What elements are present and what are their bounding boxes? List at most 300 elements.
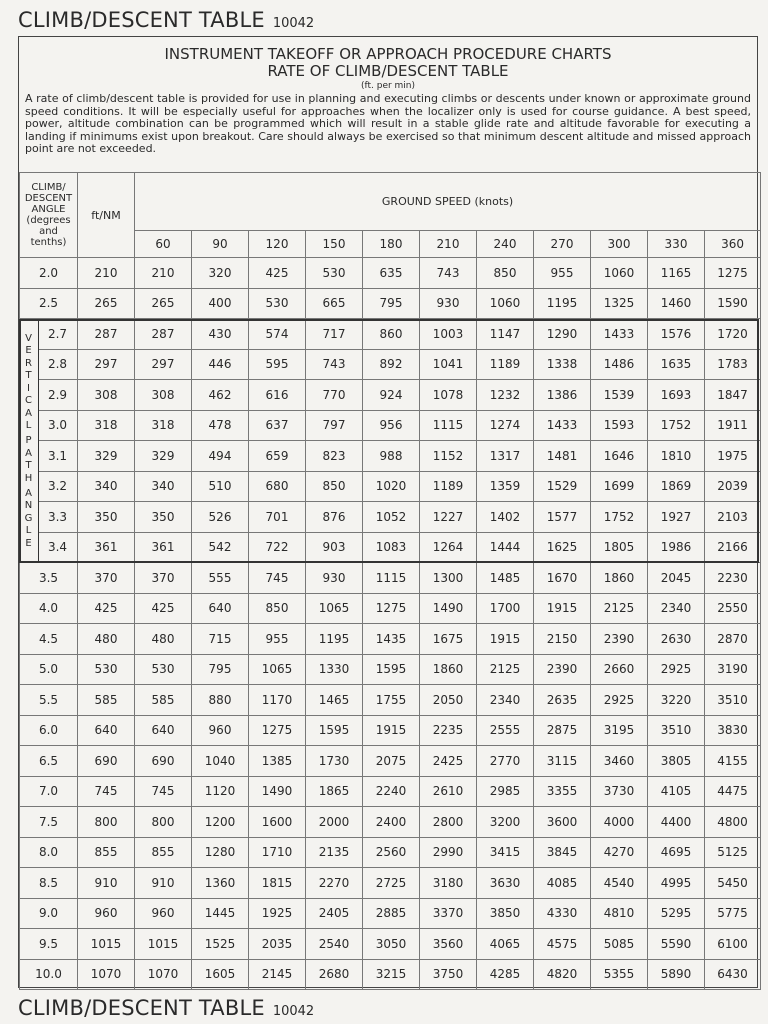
rate-cell: 5775 (705, 898, 761, 929)
table-row (20, 624, 761, 655)
table-row (20, 593, 761, 624)
page-header (18, 8, 314, 32)
speed-header-cell: 300 (591, 231, 648, 258)
rate-cell: 1274 (477, 410, 534, 441)
rate-cell: 1275 (249, 715, 306, 746)
rate-cell: 1020 (363, 471, 420, 502)
rate-cell: 960 (135, 898, 192, 929)
angle-cell: 10.0 (20, 959, 78, 990)
rate-cell: 1525 (192, 929, 249, 960)
rate-cell: 430 (192, 319, 249, 350)
speed-header-cell: 150 (306, 231, 363, 258)
rate-cell: 1317 (477, 441, 534, 472)
page-number: 10042 (272, 16, 315, 31)
rate-cell: 340 (135, 471, 192, 502)
rate-cell: 1752 (591, 502, 648, 533)
rate-cell: 4285 (477, 959, 534, 990)
chart-intro (19, 37, 757, 172)
vpa-letter: C (25, 395, 32, 406)
vpa-letter: V (25, 332, 32, 344)
ftnm-cell: 585 (78, 685, 135, 716)
angle-cell: 6.5 (20, 746, 78, 777)
vpa-letter: I (27, 382, 30, 394)
table-row (20, 502, 761, 533)
chart-frame (18, 36, 758, 988)
rate-cell: 2390 (534, 654, 591, 685)
rate-cell: 1195 (306, 624, 363, 655)
angle-cell: 2.9 (20, 380, 78, 411)
vpa-letter: P (25, 435, 32, 446)
rate-cell: 930 (306, 563, 363, 594)
rate-cell: 530 (135, 654, 192, 685)
ftnm-cell: 910 (78, 868, 135, 899)
rate-cell: 903 (306, 532, 363, 563)
angle-cell: 3.3 (20, 502, 78, 533)
angle-cell: 7.5 (20, 807, 78, 838)
ftnm-cell: 340 (78, 471, 135, 502)
rate-cell: 1590 (705, 288, 761, 319)
rate-cell: 1847 (705, 380, 761, 411)
table-row (20, 868, 761, 899)
rate-cell: 3805 (648, 746, 705, 777)
rate-cell: 1986 (648, 532, 705, 563)
vpa-letter: T (25, 370, 32, 381)
rate-cell: 800 (135, 807, 192, 838)
page-footer (18, 996, 314, 1020)
rate-cell: 1200 (192, 807, 249, 838)
rate-cell: 690 (135, 746, 192, 777)
rate-cell: 2135 (306, 837, 363, 868)
rate-cell: 1576 (648, 319, 705, 350)
rate-cell: 1670 (534, 563, 591, 594)
rate-cell: 1040 (192, 746, 249, 777)
ftnm-cell: 210 (78, 258, 135, 289)
rate-cell: 635 (363, 258, 420, 289)
angle-cell: 5.5 (20, 685, 78, 716)
speed-header-cell: 60 (135, 231, 192, 258)
table-row (20, 563, 761, 594)
angle-cell: 4.5 (20, 624, 78, 655)
rate-cell: 722 (249, 532, 306, 563)
rate-cell: 526 (192, 502, 249, 533)
rate-cell: 797 (306, 410, 363, 441)
rate-cell: 1275 (363, 593, 420, 624)
rate-cell: 1605 (192, 959, 249, 990)
table-body (20, 258, 761, 990)
chart-subtitle: RATE OF CLIMB/DESCENT TABLE (267, 62, 509, 80)
rate-cell: 3560 (420, 929, 477, 960)
rate-cell: 910 (135, 868, 192, 899)
rate-cell: 478 (192, 410, 249, 441)
rate-cell: 2560 (363, 837, 420, 868)
rate-cell: 530 (306, 258, 363, 289)
angle-cell: 2.8 (20, 349, 78, 380)
table-row (20, 380, 761, 411)
table-row (20, 898, 761, 929)
speed-header-cell: 90 (192, 231, 249, 258)
rate-cell: 637 (249, 410, 306, 441)
rate-cell: 2800 (420, 807, 477, 838)
ftnm-cell: 855 (78, 837, 135, 868)
rate-cell: 2990 (420, 837, 477, 868)
rate-cell: 318 (135, 410, 192, 441)
table-row (20, 654, 761, 685)
rate-cell: 4105 (648, 776, 705, 807)
table-row (20, 807, 761, 838)
rate-cell: 5450 (705, 868, 761, 899)
angle-cell: 6.0 (20, 715, 78, 746)
rate-cell: 425 (135, 593, 192, 624)
rate-cell: 2870 (705, 624, 761, 655)
rate-cell: 4155 (705, 746, 761, 777)
rate-cell: 3195 (591, 715, 648, 746)
rate-cell: 1815 (249, 868, 306, 899)
rate-cell: 1330 (306, 654, 363, 685)
rate-cell: 1275 (705, 258, 761, 289)
angle-cell: 3.5 (20, 563, 78, 594)
rate-cell: 2630 (648, 624, 705, 655)
rate-cell: 2145 (249, 959, 306, 990)
rate-cell: 3115 (534, 746, 591, 777)
rate-cell: 2039 (705, 471, 761, 502)
vpa-letter: N (24, 500, 33, 511)
rate-cell: 1755 (363, 685, 420, 716)
rate-cell: 3850 (477, 898, 534, 929)
rate-cell: 4400 (648, 807, 705, 838)
rate-cell: 955 (534, 258, 591, 289)
speed-header-cell: 330 (648, 231, 705, 258)
rate-cell: 1359 (477, 471, 534, 502)
rate-cell: 770 (306, 380, 363, 411)
table-row (20, 471, 761, 502)
rate-cell: 1083 (363, 532, 420, 563)
rate-cell: 1300 (420, 563, 477, 594)
rate-cell: 960 (192, 715, 249, 746)
rate-cell: 3215 (363, 959, 420, 990)
rate-cell: 1189 (477, 349, 534, 380)
rate-cell: 2925 (648, 654, 705, 685)
ftnm-cell: 265 (78, 288, 135, 319)
rate-cell: 955 (249, 624, 306, 655)
table-row (20, 258, 761, 289)
rate-cell: 1481 (534, 441, 591, 472)
ftnm-cell: 800 (78, 807, 135, 838)
rate-cell: 665 (306, 288, 363, 319)
rate-cell: 1015 (135, 929, 192, 960)
ftnm-cell: 350 (78, 502, 135, 533)
rate-cell: 510 (192, 471, 249, 502)
vpa-letter: T (25, 460, 32, 471)
rate-cell: 640 (135, 715, 192, 746)
rate-cell: 1595 (306, 715, 363, 746)
ftnm-cell: 1015 (78, 929, 135, 960)
rate-cell: 5085 (591, 929, 648, 960)
rate-cell: 680 (249, 471, 306, 502)
ftnm-cell: 425 (78, 593, 135, 624)
rate-cell: 1195 (534, 288, 591, 319)
rate-cell: 1486 (591, 349, 648, 380)
rate-cell: 1915 (534, 593, 591, 624)
rate-cell: 3600 (534, 807, 591, 838)
ftnm-cell: 308 (78, 380, 135, 411)
rate-cell: 1693 (648, 380, 705, 411)
rate-cell: 2985 (477, 776, 534, 807)
rate-cell: 329 (135, 441, 192, 472)
vpa-letter: A (25, 407, 32, 419)
rate-cell: 542 (192, 532, 249, 563)
rate-cell: 2635 (534, 685, 591, 716)
angle-cell: 8.0 (20, 837, 78, 868)
rate-cell: 1915 (363, 715, 420, 746)
rate-cell: 530 (249, 288, 306, 319)
rate-cell: 1625 (534, 532, 591, 563)
rate-cell: 5890 (648, 959, 705, 990)
table-row (20, 715, 761, 746)
rate-cell: 988 (363, 441, 420, 472)
rate-cell: 2405 (306, 898, 363, 929)
table-row (20, 959, 761, 990)
rate-cell: 4695 (648, 837, 705, 868)
rate-cell: 1170 (249, 685, 306, 716)
ftnm-cell: 745 (78, 776, 135, 807)
rate-cell: 3190 (705, 654, 761, 685)
rate-cell: 2035 (249, 929, 306, 960)
rate-cell: 3845 (534, 837, 591, 868)
angle-cell: 3.4 (20, 532, 78, 563)
rate-cell: 5125 (705, 837, 761, 868)
rate-cell: 1752 (648, 410, 705, 441)
rate-cell: 1402 (477, 502, 534, 533)
rate-cell: 1730 (306, 746, 363, 777)
description-text: A rate of climb/descent table is provided for use in planning and executing climbs or descents under known or approximate ground speed conditions. It will be especially useful for approaches when the localizer only is used for course guidance. A best speed, power, altitude combination can be programmed which will result in a stable glide rate and altitude favorable for executing a landing if minimums exist upon breakout. Care should always be exercised so that minimum descent altitude and missed approach point are not exceeded. (25, 92, 751, 156)
vpa-letter: G (24, 512, 33, 524)
rate-cell: 1435 (363, 624, 420, 655)
rate-cell: 3510 (705, 685, 761, 716)
rate-cell: 1860 (420, 654, 477, 685)
rate-cell: 1152 (420, 441, 477, 472)
angle-cell: 2.0 (20, 258, 78, 289)
rate-cell: 745 (249, 563, 306, 594)
rate-cell: 1325 (591, 288, 648, 319)
vpa-letter: R (25, 357, 32, 369)
rate-cell: 1280 (192, 837, 249, 868)
vpa-letter: L (25, 525, 32, 536)
table-row (20, 349, 761, 380)
table-row (20, 532, 761, 563)
rate-cell: 3050 (363, 929, 420, 960)
chart-title: INSTRUMENT TAKEOFF OR APPROACH PROCEDURE CHARTS (164, 45, 612, 63)
rate-cell: 2610 (420, 776, 477, 807)
vpa-letter: E (25, 345, 32, 356)
rate-cell: 2875 (534, 715, 591, 746)
table-row (20, 410, 761, 441)
rate-cell: 1115 (363, 563, 420, 594)
rate-cell: 1635 (648, 349, 705, 380)
rate-cell: 930 (420, 288, 477, 319)
rate-cell: 659 (249, 441, 306, 472)
table-row (20, 288, 761, 319)
speed-header-cell: 360 (705, 231, 761, 258)
rate-cell: 1060 (591, 258, 648, 289)
rate-cell: 320 (192, 258, 249, 289)
rate-cell: 400 (192, 288, 249, 319)
rate-cell: 1927 (648, 502, 705, 533)
rate-cell: 3730 (591, 776, 648, 807)
rate-cell: 3460 (591, 746, 648, 777)
rate-cell: 743 (420, 258, 477, 289)
rate-cell: 880 (192, 685, 249, 716)
ftnm-cell: 480 (78, 624, 135, 655)
rate-cell: 1699 (591, 471, 648, 502)
rate-cell: 3370 (420, 898, 477, 929)
rate-cell: 3630 (477, 868, 534, 899)
rate-cell: 1865 (306, 776, 363, 807)
unit-label: (ft. per min) (360, 81, 416, 91)
rate-cell: 1041 (420, 349, 477, 380)
rate-cell: 2240 (363, 776, 420, 807)
rate-cell: 4995 (648, 868, 705, 899)
rate-cell: 1052 (363, 502, 420, 533)
rate-cell: 2550 (705, 593, 761, 624)
rate-cell: 1485 (477, 563, 534, 594)
rate-cell: 1445 (192, 898, 249, 929)
rate-cell: 425 (249, 258, 306, 289)
vertical-path-angle-label (19, 319, 39, 563)
rate-cell: 4820 (534, 959, 591, 990)
rate-cell: 361 (135, 532, 192, 563)
rate-cell: 3200 (477, 807, 534, 838)
rate-cell: 1915 (477, 624, 534, 655)
rate-cell: 743 (306, 349, 363, 380)
rate-cell: 4000 (591, 807, 648, 838)
rate-cell: 5590 (648, 929, 705, 960)
ftnm-cell: 960 (78, 898, 135, 929)
ftnm-cell: 690 (78, 746, 135, 777)
rate-cell: 1070 (135, 959, 192, 990)
rate-cell: 1710 (249, 837, 306, 868)
angle-cell: 9.0 (20, 898, 78, 929)
rate-cell: 1360 (192, 868, 249, 899)
rate-cell: 2925 (591, 685, 648, 716)
angle-cell: 8.5 (20, 868, 78, 899)
rate-cell: 1232 (477, 380, 534, 411)
ftnm-cell: 370 (78, 563, 135, 594)
rate-cell: 2045 (648, 563, 705, 594)
rate-cell: 1433 (534, 410, 591, 441)
rate-cell: 1783 (705, 349, 761, 380)
table-row (20, 319, 761, 350)
rate-cell: 956 (363, 410, 420, 441)
rate-cell: 265 (135, 288, 192, 319)
rate-cell: 4800 (705, 807, 761, 838)
rate-cell: 2885 (363, 898, 420, 929)
rate-cell: 2660 (591, 654, 648, 685)
rate-cell: 876 (306, 502, 363, 533)
rate-cell: 745 (135, 776, 192, 807)
table-row (20, 441, 761, 472)
ftnm-cell: 287 (78, 319, 135, 350)
rate-cell: 1860 (591, 563, 648, 594)
vpa-letter: E (25, 537, 32, 549)
angle-column-header: CLIMB/ DESCENT ANGLE (degrees and tenths) (20, 173, 78, 258)
rate-cell: 2270 (306, 868, 363, 899)
rate-cell: 924 (363, 380, 420, 411)
rate-cell: 555 (192, 563, 249, 594)
rate-cell: 1115 (420, 410, 477, 441)
rate-cell: 5295 (648, 898, 705, 929)
rate-cell: 1593 (591, 410, 648, 441)
rate-cell: 1120 (192, 776, 249, 807)
table-row (20, 837, 761, 868)
rate-cell: 370 (135, 563, 192, 594)
rate-cell: 1465 (306, 685, 363, 716)
rate-cell: 574 (249, 319, 306, 350)
rate-cell: 2725 (363, 868, 420, 899)
rate-cell: 717 (306, 319, 363, 350)
rate-cell: 4270 (591, 837, 648, 868)
rate-cell: 2540 (306, 929, 363, 960)
rate-cell: 297 (135, 349, 192, 380)
rate-cell: 795 (363, 288, 420, 319)
rate-cell: 823 (306, 441, 363, 472)
rate-cell: 2125 (591, 593, 648, 624)
rate-cell: 2235 (420, 715, 477, 746)
speed-header-cell: 120 (249, 231, 306, 258)
rate-cell: 1925 (249, 898, 306, 929)
rate-cell: 494 (192, 441, 249, 472)
rate-cell: 1805 (591, 532, 648, 563)
angle-cell: 7.0 (20, 776, 78, 807)
rate-cell: 1433 (591, 319, 648, 350)
rate-cell: 1595 (363, 654, 420, 685)
rate-cell: 616 (249, 380, 306, 411)
rate-cell: 1227 (420, 502, 477, 533)
angle-cell: 3.2 (20, 471, 78, 502)
rate-cell: 480 (135, 624, 192, 655)
table-row (20, 776, 761, 807)
angle-cell: 2.7 (20, 319, 78, 350)
rate-cell: 1290 (534, 319, 591, 350)
rate-cell: 1539 (591, 380, 648, 411)
ftnm-cell: 530 (78, 654, 135, 685)
rate-cell: 1065 (249, 654, 306, 685)
rate-cell: 1386 (534, 380, 591, 411)
ftnm-cell: 297 (78, 349, 135, 380)
ftnm-cell: 640 (78, 715, 135, 746)
rate-cell: 892 (363, 349, 420, 380)
rate-cell: 4810 (591, 898, 648, 929)
rate-cell: 715 (192, 624, 249, 655)
table-row (20, 746, 761, 777)
angle-cell: 9.5 (20, 929, 78, 960)
rate-cell: 850 (477, 258, 534, 289)
rate-cell: 3750 (420, 959, 477, 990)
vpa-letter: L (25, 420, 32, 431)
rate-cell: 350 (135, 502, 192, 533)
rate-cell: 2340 (477, 685, 534, 716)
ground-speed-header: GROUND SPEED (knots) (135, 173, 761, 231)
ftnm-cell: 361 (78, 532, 135, 563)
rate-cell: 2075 (363, 746, 420, 777)
rate-cell: 1264 (420, 532, 477, 563)
footer-title: CLIMB/DESCENT TABLE (18, 996, 265, 1020)
rate-cell: 2390 (591, 624, 648, 655)
table-row (20, 685, 761, 716)
rate-cell: 2166 (705, 532, 761, 563)
rate-cell: 4540 (591, 868, 648, 899)
climb-descent-table (19, 172, 761, 990)
rate-cell: 1975 (705, 441, 761, 472)
